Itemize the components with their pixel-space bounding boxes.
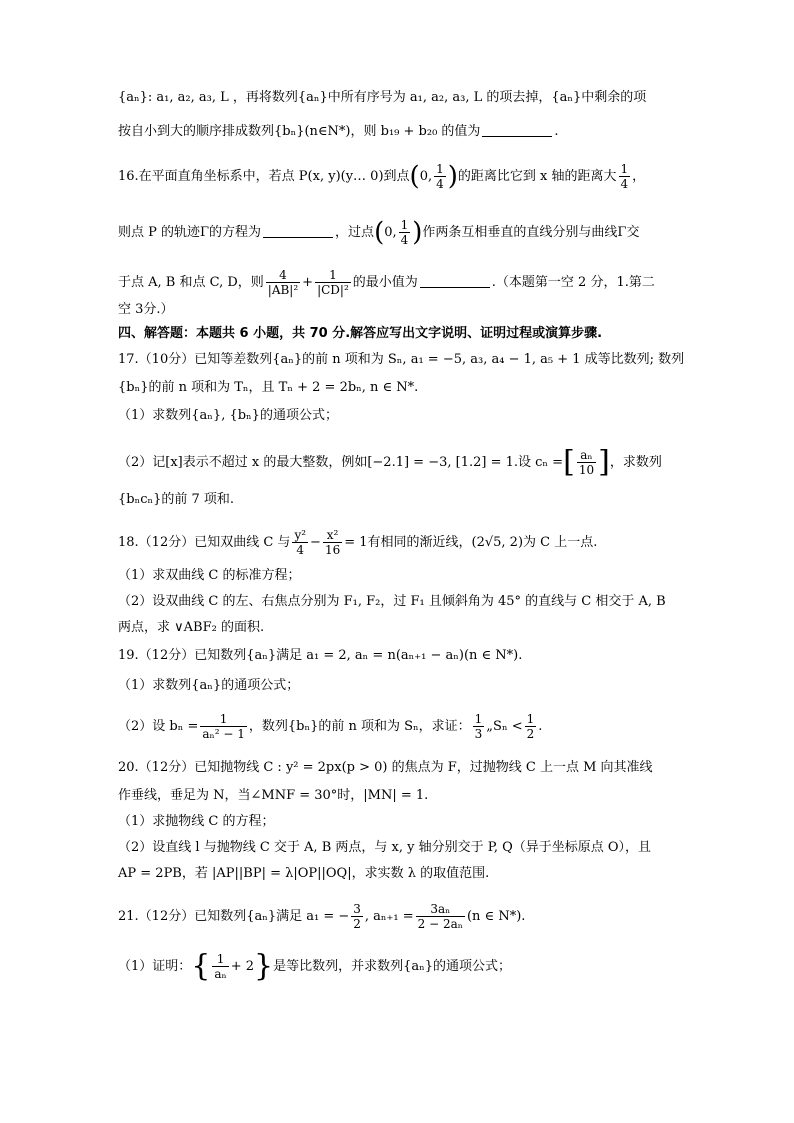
q17-line1: 17.（10分）已知等差数列{aₙ}的前 n 项和为 Sₙ, a₁ = −5, a₃, a₄ − 1, a₅ + 1 成等比数列; 数列 — [118, 352, 685, 367]
q20-line1: 20.（12分）已知抛物线 C : y² = 2px(p > 0) 的焦点为 F，过抛物线 C 上一点 M 向其准线 — [118, 760, 653, 775]
q19-part2: （2）设 bₙ = $\frac{1}{\text{aₙ² − 1}}$ ，数列{bₙ}的前 n 项和为 Sₙ，求证： $\frac{1}{3}$ „Sₙ < $\frac{1}{2}$ . — [118, 712, 543, 741]
q18-part2-line2: 两点，求 ∨ABF₂ 的面积. — [118, 620, 265, 635]
fraction: $\frac{1}{3}$ — [474, 712, 483, 741]
q20-part2-line2: AP = 2PB，若 |AP||BP| = λ|OP||OQ|，求实数 λ 的取值范围. — [118, 866, 490, 881]
fraction: $\frac{1}{4}$ — [400, 218, 409, 247]
q21-part1: （1）证明：{ $\frac{1}{\text{aₙ}}$ + 2}是等比数列，并求数列{aₙ}的通项公式； — [118, 948, 512, 984]
q17-part2-line2: {bₙcₙ}的前 7 项和. — [118, 492, 235, 507]
fraction: $\frac{\text{3aₙ}}{\text{2 − 2aₙ}}$ — [417, 902, 463, 931]
q17-part2: （2）记[x]表示不超过 x 的最大整数，例如[−2.1] = −3, [1.2] = 1.设 cₙ =[ $\frac{\text{aₙ}}{10}$ ]，求数列 — [118, 444, 662, 480]
fraction: $\frac{\text{x²}}{16}$ — [324, 528, 341, 557]
q19-line1: 19.（12分）已知数列{aₙ}满足 a₁ = 2, aₙ = n(aₙ₊₁ − aₙ)(n ∈ N*). — [118, 648, 523, 663]
q16-line3: 于点 A, B 和点 C, D，则 $\frac{4}{\text{|AB|²}}$ + $\frac{1}{\text{|CD|²}}$ 的最小值为 .（本题第一空 2 分，1.第二 — [118, 268, 655, 297]
q18-line1: 18.（12分）已知双曲线 C 与 $\frac{\text{y²}}{4}$ − $\frac{\text{x²}}{16}$ = 1有相同的渐近线，(2√5, 2)为 C 上一点. — [118, 528, 598, 557]
q20-part1: （1）求抛物线 C 的方程； — [118, 814, 275, 829]
q19-part1: （1）求数列{aₙ}的通项公式； — [118, 678, 300, 693]
q17-part1: （1）求数列{aₙ}, {bₙ}的通项公式； — [118, 408, 338, 423]
q16-line1: 16.在平面直角坐标系中，若点 P(x, y)(y… 0)到点(0, $\frac{1}{4}$ )的距离比它到 x 轴的距离大 $\frac{1}{4}$ ， — [118, 161, 646, 192]
text-line: {aₙ}: a₁, a₂, a₃, L ，再将数列{aₙ}中所有序号为 a₁, a₂, a₃, L 的项去掉，{aₙ}中剩余的项 — [118, 90, 647, 105]
fraction: $\frac{1}{\text{aₙ² − 1}}$ — [202, 712, 245, 741]
q20-part2: （2）设直线 l 与抛物线 C 交于 A, B 两点，与 x, y 轴分别交于 P, Q（异于坐标原点 O），且 — [118, 840, 652, 855]
q17-line2: {bₙ}的前 n 项和为 Tₙ，且 Tₙ + 2 = 2bₙ, n ∈ N*. — [118, 380, 419, 395]
fraction: $\frac{1}{\text{aₙ}}$ — [214, 952, 227, 981]
q18-part2: （2）设双曲线 C 的左、右焦点分别为 F₁, F₂，过 F₁ 且倾斜角为 45° 的直线与 C 相交于 A, B — [118, 594, 666, 609]
section-heading: 四、解答题：本题共 6 小题，共 70 分.解答应写出文字说明、证明过程或演算步骤. — [118, 326, 603, 341]
fraction: $\frac{1}{4}$ — [436, 162, 444, 191]
answer-blank — [482, 124, 552, 137]
q18-part1: （1）求双曲线 C 的标准方程； — [118, 568, 301, 583]
fraction: $\frac{4}{\text{|AB|²}}$ — [267, 268, 299, 297]
answer-blank — [420, 275, 490, 288]
q21-line1: 21.（12分）已知数列{aₙ}满足 a₁ = − $\frac{3}{2}$ , aₙ₊₁ = $\frac{\text{3aₙ}}{\text{2 − 2aₙ}}$ (n ∈ N*). — [118, 902, 526, 931]
fraction: $\frac{\text{aₙ}}{10}$ — [578, 448, 595, 477]
q16-line4: 空 3分.） — [118, 302, 174, 317]
q20-line2: 作垂线，垂足为 N，当∠MNF = 30°时，|MN| = 1. — [118, 788, 429, 803]
fraction: $\frac{3}{2}$ — [353, 902, 361, 931]
text-line: 按自小到大的顺序排成数列{bₙ}(n∈N*)，则 b₁₉ + b₂₀ 的值为 . — [118, 124, 559, 139]
q16-line2: 则点 P 的轨迹Γ的方程为 ，过点(0, $\frac{1}{4}$ )作两条互相垂直的直线分别与曲线Γ交 — [118, 217, 640, 248]
fraction: $\frac{1}{\text{|CD|²}}$ — [317, 268, 349, 297]
fraction: $\frac{\text{y²}}{4}$ — [294, 528, 307, 557]
answer-blank — [263, 225, 333, 238]
fraction: $\frac{1}{2}$ — [526, 712, 535, 741]
fraction: $\frac{1}{4}$ — [620, 162, 629, 191]
